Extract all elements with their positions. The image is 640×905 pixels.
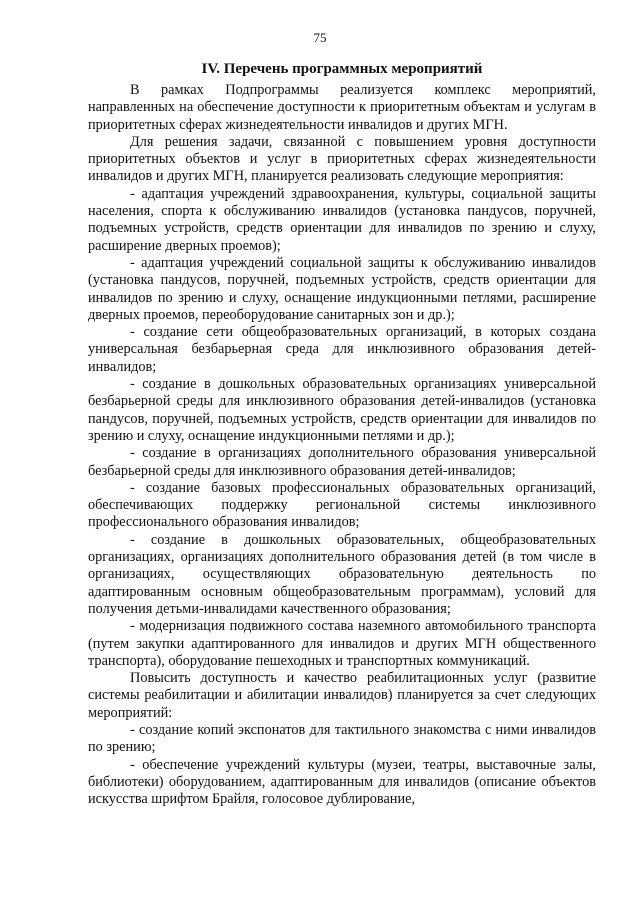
paragraph-rehabilitation: Повысить доступность и качество реабилитационных услуг (развитие системы реабилитации и абилитации инвалидов) планируется за счет следующих мероприятий: [88,670,596,721]
list-item: - создание в организациях дополнительного образования универсальной безбарьерной среды для инклюзивного образования детей-инвалидов; [88,445,596,479]
list-item: - модернизация подвижного состава наземного автомобильного транспорта (путем закупки адаптированного для инвалидов и других МГН общественного транспорта), оборудование пешеходных и транспортных коммуникаций. [88,618,596,669]
list-item: - создание в дошкольных образовательных, общеобразовательных организациях, организациях дополнительного образования детей (в том числе в организациях, осуществляющих образовательную деятельность по адаптированным основным общеобразовательным программам), условий для получения детьми-инвалидами качественного образования; [88,531,596,617]
list-item: - создание копий экспонатов для тактильного знакомства с ними инвалидов по зрению; [88,721,596,756]
list-item: - адаптация учреждений здравоохранения, культуры, социальной защиты населения, спорта к обслуживанию инвалидов (установка пандусов, поручней, подъемных устройств, средств ориентации для инвалидов по зрению и слуху, расширение дверных проемов); [88,185,596,254]
list-item: - создание базовых профессиональных образовательных организаций, обеспечивающих поддержку региональной системы инклюзивного профессионального образования инвалидов; [88,479,596,531]
list-item: - создание в дошкольных образовательных организациях универсальной безбарьерной среды для инклюзивного образования детей-инвалидов (установка пандусов, поручней, подъемных устройств, средств ориентации для инвалидов по зрению и слуху, оснащение индукционными петлями и др.); [88,376,596,444]
section-heading: IV. Перечень программных мероприятий [201,61,483,77]
paragraph-task: Для решения задачи, связанной с повышением уровня доступности приоритетных объектов и услуг в приоритетных сферах жизнедеятельности инвалидов и других МГН, планируется реализовать следующие мероприятия: [88,133,596,185]
page-number: 75 [313,30,327,45]
list-item: - обеспечение учреждений культуры (музеи, театры, выставочные залы, библиотеки) оборудованием, адаптированным для инвалидов (описание объектов искусства шрифтом Брайля, голосовое дублирование, [88,756,596,808]
body-text [88,82,596,808]
paragraph-intro: В рамках Подпрограммы реализуется комплекс мероприятий, направленных на обеспечение доступности к приоритетным объектам и услугам в приоритетных сферах жизнедеятельности инвалидов и других МГН. [88,82,596,133]
list-item: - создание сети общеобразовательных организаций, в которых создана универсальная безбарьерная среда для инклюзивного образования детей-инвалидов; [88,324,596,375]
list-item: - адаптация учреждений социальной защиты к обслуживанию инвалидов (установка пандусов, поручней, подъемных устройств, средств ориентации для инвалидов по зрению и слуху, оснащение индукционными петлями, расширение дверных проемов, переоборудование санитарных зон и др.); [88,254,596,323]
